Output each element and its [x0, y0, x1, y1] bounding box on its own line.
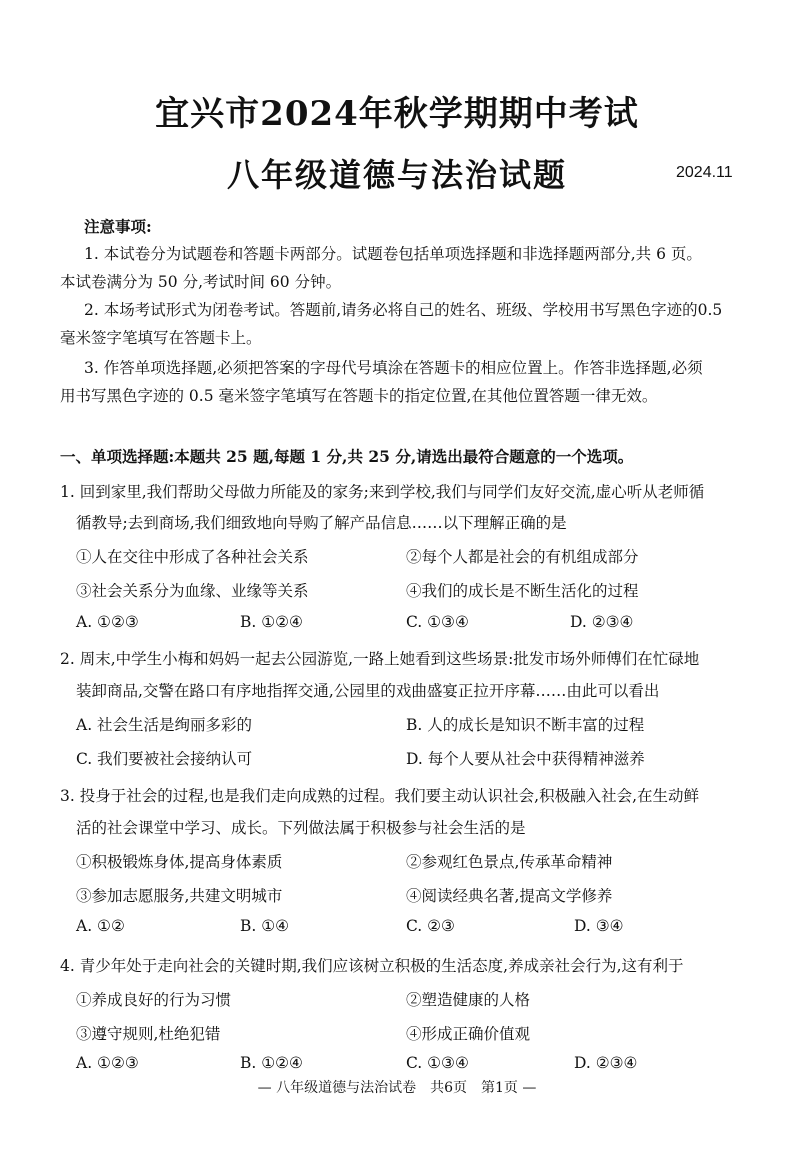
q1-statement-1: ①人在交往中形成了各种社会关系	[76, 548, 309, 566]
question-3-stem: 3. 投身于社会的过程,也是我们走向成熟的过程。我们要主动认识社会,积极融入社会,在生动鲜	[60, 787, 699, 805]
q4-statement-1: ①养成良好的行为习惯	[76, 991, 232, 1009]
notice-item-3-cont: 用书写黑色字迹的 0.5 毫米签字笔填写在答题卡的指定位置,在其他位置答题一律无效。	[60, 387, 658, 405]
notice-item-2: 2. 本场考试形式为闭卷考试。答题前,请务必将自己的姓名、班级、学校用书写黑色字迹的0.5	[84, 301, 723, 319]
q4-statement-3: ③遵守规则,杜绝犯错	[76, 1025, 221, 1043]
question-4-stem: 4. 青少年处于走向社会的关键时期,我们应该树立积极的生活态度,养成亲社会行为,这有利于	[60, 957, 684, 975]
q4-statement-4: ④形成正确价值观	[406, 1025, 531, 1043]
q1-statement-4: ④我们的成长是不断生活化的过程	[406, 582, 639, 600]
q2-option-b: B. 人的成长是知识不断丰富的过程	[406, 716, 645, 734]
q4-option-d: D. ②③④	[574, 1054, 638, 1072]
q4-option-a: A. ①②③	[76, 1054, 139, 1072]
question-1-stem-cont: 循教导;去到商场,我们细致地向导购了解产品信息……以下理解正确的是	[76, 514, 567, 532]
notice-item-3: 3. 作答单项选择题,必须把答案的字母代号填涂在答题卡的相应位置上。作答非选择题,必须	[84, 359, 703, 377]
q1-statement-3: ③社会关系分为血缘、业缘等关系	[76, 582, 309, 600]
q1-option-d: D. ②③④	[570, 613, 634, 631]
q3-statement-4: ④阅读经典名著,提高文学修养	[406, 887, 613, 905]
q1-option-b: B. ①②④	[240, 613, 303, 631]
exam-date: 2024.11	[676, 164, 733, 181]
notice-heading: 注意事项:	[84, 217, 152, 236]
exam-subtitle: 八年级道德与法治试题	[226, 156, 567, 194]
question-3-stem-cont: 活的社会课堂中学习、成长。下列做法属于积极参与社会生活的是	[76, 819, 526, 837]
notice-item-1: 1. 本试卷分为试题卷和答题卡两部分。试题卷包括单项选择题和非选择题两部分,共 6 页。	[84, 245, 702, 263]
q3-option-b: B. ①④	[240, 917, 290, 935]
q1-statement-2: ②每个人都是社会的有机组成部分	[406, 548, 639, 566]
q3-option-d: D. ③④	[574, 917, 624, 935]
notice-item-1-cont: 本试卷满分为 50 分,考试时间 60 分钟。	[60, 273, 342, 291]
q4-option-b: B. ①②④	[240, 1054, 303, 1072]
q3-statement-1: ①积极锻炼身体,提高身体素质	[76, 853, 283, 871]
q4-option-c: C. ①③④	[406, 1054, 469, 1072]
section-heading: 一、单项选择题:本题共 25 题,每题 1 分,共 25 分,请选出最符合题意的一个选项。	[60, 447, 634, 466]
question-2-stem: 2. 周末,中学生小梅和妈妈一起去公园游览,一路上她看到这些场景:批发市场外师傅们在忙碌地	[60, 650, 700, 668]
q3-option-c: C. ②③	[406, 917, 455, 935]
question-1-stem: 1. 回到家里,我们帮助父母做力所能及的家务;来到学校,我们与同学们友好交流,虚心听从老师循	[60, 483, 705, 501]
q2-option-d: D. 每个人要从社会中获得精神滋养	[406, 750, 645, 768]
q3-option-a: A. ①②	[76, 917, 125, 935]
question-2-stem-cont: 装卸商品,交警在路口有序地指挥交通,公园里的戏曲盛宴正拉开序幕……由此可以看出	[76, 682, 660, 700]
q4-statement-2: ②塑造健康的人格	[406, 991, 531, 1009]
q3-statement-3: ③参加志愿服务,共建文明城市	[76, 887, 283, 905]
q2-option-c: C. 我们要被社会接纳认可	[76, 750, 253, 768]
q3-statement-2: ②参观红色景点,传承革命精神	[406, 853, 613, 871]
page-footer: — 八年级道德与法治试卷 共6页 第1页 —	[257, 1080, 537, 1096]
exam-title: 宜兴市2024年秋学期期中考试	[155, 94, 639, 134]
notice-item-2-cont: 毫米签字笔填写在答题卡上。	[60, 329, 262, 347]
q2-option-a: A. 社会生活是绚丽多彩的	[76, 716, 253, 734]
q1-option-c: C. ①③④	[406, 613, 469, 631]
q1-option-a: A. ①②③	[76, 613, 139, 631]
